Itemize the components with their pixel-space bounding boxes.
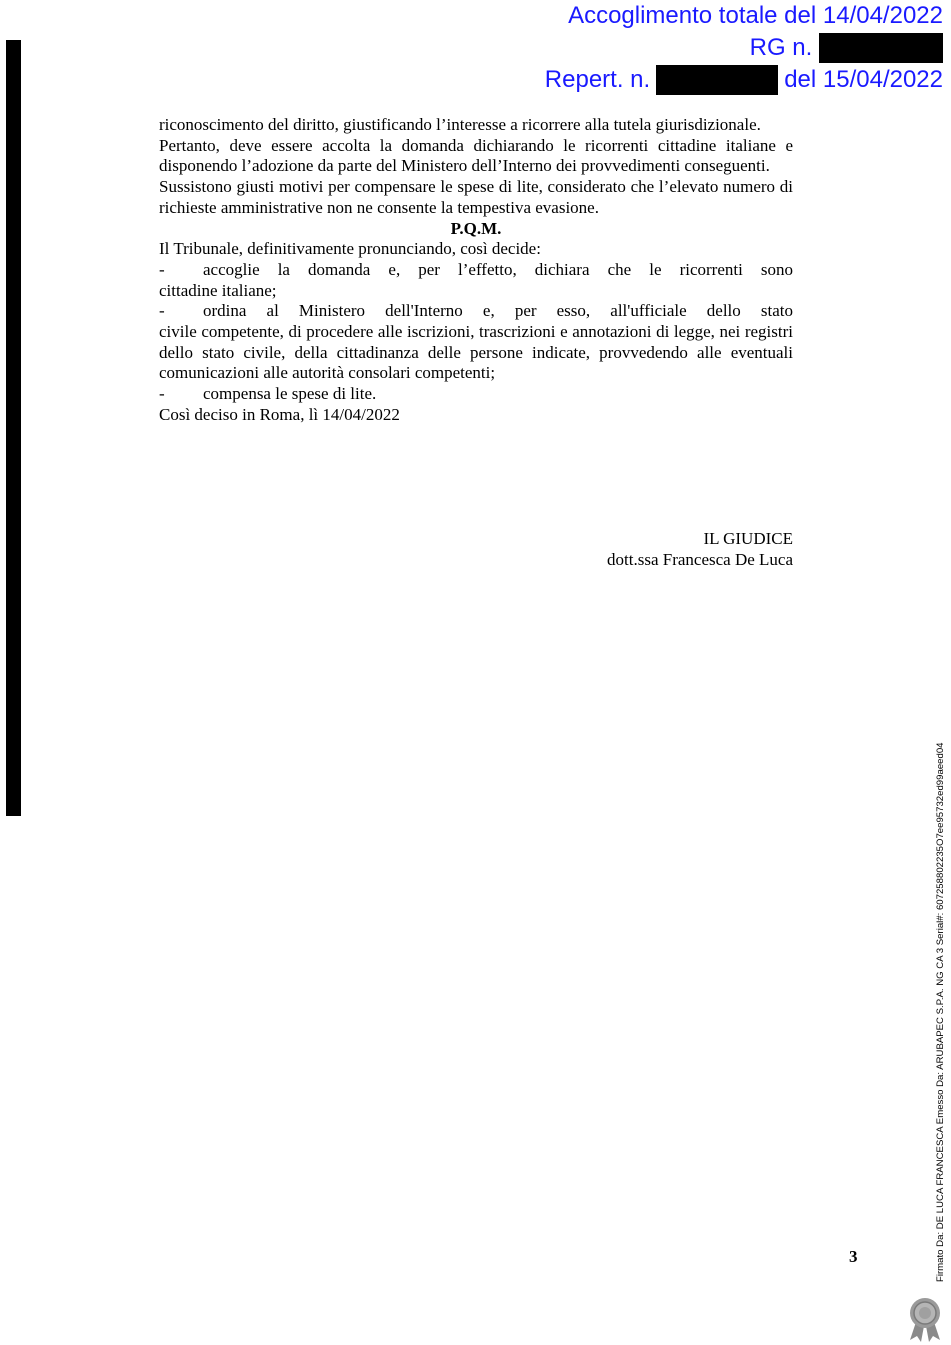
pqm-heading: P.Q.M.: [450, 218, 502, 238]
repert-label: Repert. n.: [544, 66, 651, 93]
paragraph-3: Sussistono giusti motivi per compensare le spese di lite, considerato che l’elevato numero di richieste amministrative non ne consente la tempestiva evasione.: [159, 177, 793, 217]
item-dash: -: [159, 301, 165, 321]
intro-line: Il Tribunale, definitivamente pronunciando, così decide:: [159, 239, 541, 259]
list-item: [159, 301, 793, 384]
judge-title: IL GIUDICE: [703, 529, 793, 548]
list-item: [159, 384, 793, 405]
header-outcome: Accoglimento totale del 14/04/2022: [568, 2, 943, 29]
page-number: 3: [849, 1247, 858, 1266]
seal-ribbon-icon: [904, 1296, 946, 1342]
paragraph-1: riconoscimento del diritto, giustificando l’interesse a ricorrere alla tutela giurisdizionale.: [159, 115, 761, 134]
paragraph-2: Pertanto, deve essere accolta la domanda dichiarando le ricorrenti cittadine italiane e disponendo l’adozione da parte del Ministero dell’Interno dei provvedimenti conseguenti.: [159, 135, 793, 176]
judge-name: dott.ssa Francesca De Luca: [607, 550, 793, 569]
header-repert: [545, 65, 943, 95]
item-first-line: ordina al Ministero dell'Interno e, per esso, all'ufficiale dello stato: [203, 301, 793, 321]
item-first-line: accoglie la domanda e, per l’effetto, dichiara che le ricorrenti sono: [203, 259, 793, 279]
closing-line: Così deciso in Roma, lì 14/04/2022: [159, 404, 400, 424]
list-item: [159, 260, 793, 301]
rg-label: RG n.: [749, 34, 813, 61]
header-rg: [750, 33, 943, 63]
digital-signature-text: Firmato Da: DE LUCA FRANCESCA Emesso Da: ARUBAPEC S.P.A. NG CA 3 Serial#: 607258802235O7ee95732ed99aeed04: [935, 742, 946, 1282]
item-dash: -: [159, 259, 165, 279]
redacted-rg-number: [819, 33, 943, 63]
item-first-line: compensa le spese di lite.: [203, 384, 377, 404]
document-body: [159, 115, 793, 426]
signature-block: [607, 528, 793, 570]
item-continuation: civile competente, di procedere alle iscrizioni, trascrizioni e annotazioni di legge, nei registri dello stato civile, della cittadinanza delle persone indicate, provvedendo alle eventuali comunicazioni alle autorità consolari competenti;: [159, 322, 793, 383]
item-dash: -: [159, 384, 165, 404]
left-margin-bar: [6, 40, 21, 816]
redacted-repert-number: [656, 65, 778, 95]
repert-date: del 15/04/2022: [784, 66, 943, 93]
item-continuation: cittadine italiane;: [159, 280, 277, 300]
